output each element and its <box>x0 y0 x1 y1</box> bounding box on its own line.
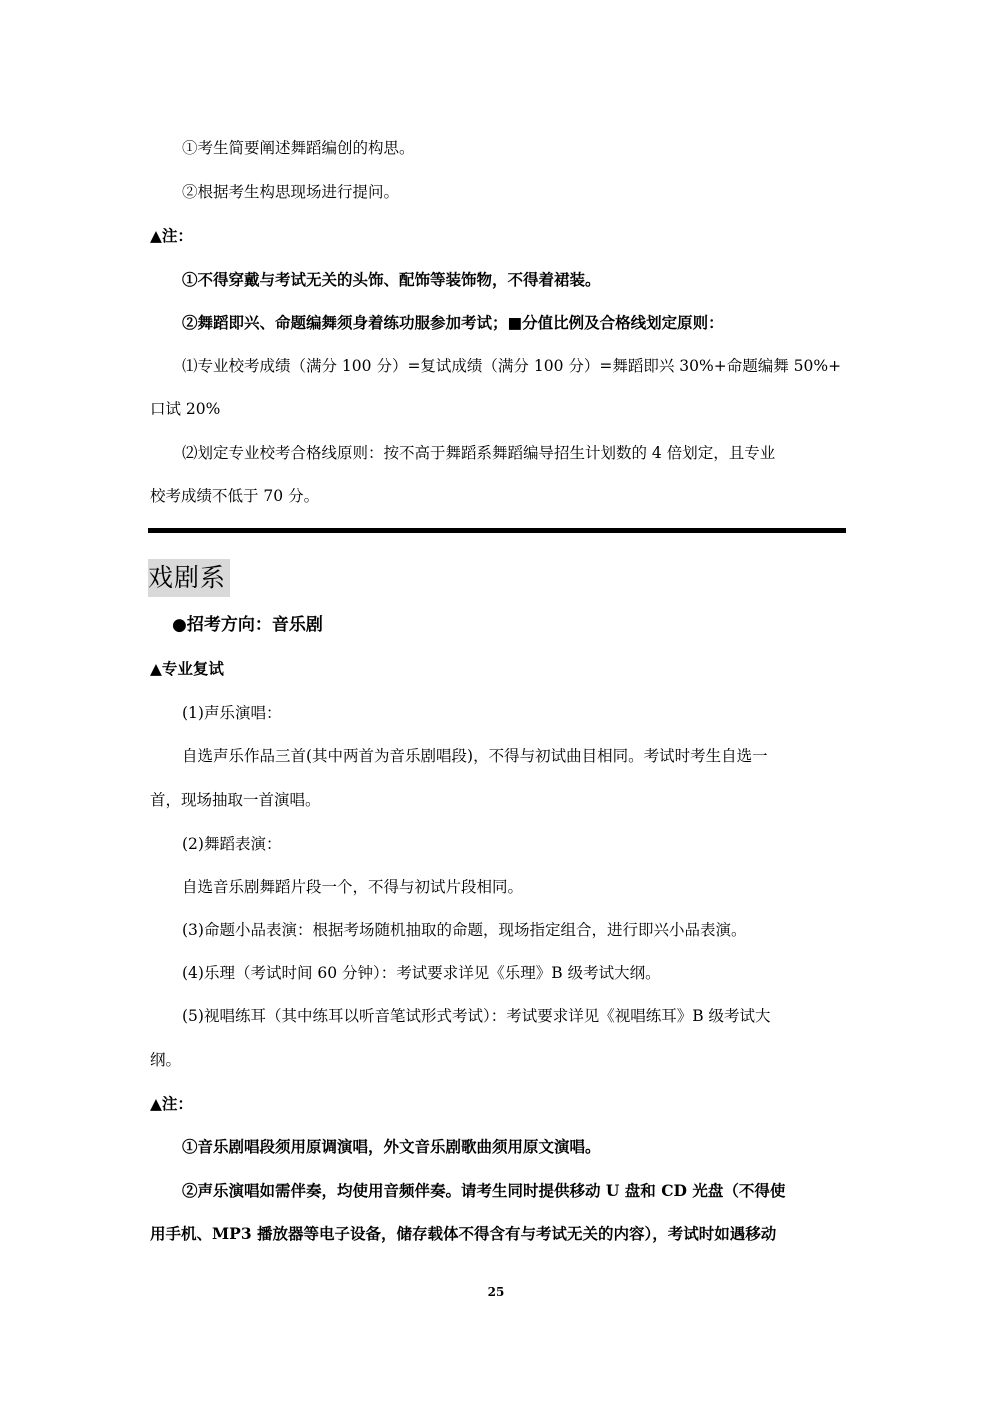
line-2: ②根据考生构思现场进行提问。 <box>182 183 400 201</box>
item-1-text-b: 首，现场抽取一首演唱。 <box>150 791 321 809</box>
note-1: ①音乐剧唱段须用原调演唱，外文音乐剧歌曲须用原文演唱。 <box>182 1137 601 1156</box>
item-1-text-a: 自选声乐作品三首(其中两首为音乐剧唱段)，不得与初试曲目相同。考试时考生自选一 <box>182 747 768 765</box>
note-heading-2: ▲注： <box>150 1094 193 1113</box>
section-title: 戏剧系 <box>148 559 230 597</box>
note-heading: ▲注： <box>150 226 193 245</box>
item-4: (4)乐理（考试时间 60 分钟）：考试要求详见《乐理》B 级考试大纲。 <box>182 964 661 982</box>
line-8: ⑵划定专业校考合格线原则：按不高于舞蹈系舞蹈编导招生计划数的 4 倍划定，且专业 <box>182 444 776 462</box>
page-number: 25 <box>487 1285 505 1299</box>
line-7: 口试 20% <box>150 400 221 418</box>
direction-line: ●招考方向：音乐剧 <box>172 615 323 635</box>
subheading-retest: ▲专业复试 <box>150 659 224 678</box>
note-2-b: 用手机、MP3 播放器等电子设备，储存载体不得含有与考试无关的内容），考试时如遇移动 <box>150 1224 777 1243</box>
item-2-text: 自选音乐剧舞蹈片段一个，不得与初试片段相同。 <box>182 878 524 896</box>
line-6: ⑴专业校考成绩（满分 100 分）=复试成绩（满分 100 分）=舞蹈即兴 30%+命题编舞 50%+ <box>182 357 842 375</box>
line-1: ①考生简要阐述舞蹈编创的构思。 <box>182 139 415 157</box>
item-2-title: (2)舞蹈表演： <box>182 835 282 853</box>
item-3: (3)命题小品表演：根据考场随机抽取的命题，现场指定组合，进行即兴小品表演。 <box>182 921 747 939</box>
line-4: ①不得穿戴与考试无关的头饰、配饰等装饰物，不得着裙装。 <box>182 270 601 289</box>
line-9: 校考成绩不低于 70 分。 <box>150 487 320 505</box>
item-5-b: 纲。 <box>150 1051 182 1069</box>
section-divider <box>148 528 846 533</box>
line-5: ②舞蹈即兴、命题编舞须身着练功服参加考试；■分值比例及合格线划定原则： <box>182 313 724 332</box>
item-1-title: (1)声乐演唱： <box>182 704 282 722</box>
note-2-a: ②声乐演唱如需伴奏，均使用音频伴奏。请考生同时提供移动 U 盘和 CD 光盘（不得使 <box>182 1181 786 1200</box>
item-5-a: (5)视唱练耳（其中练耳以听音笔试形式考试）：考试要求详见《视唱练耳》B 级考试大 <box>182 1007 771 1025</box>
